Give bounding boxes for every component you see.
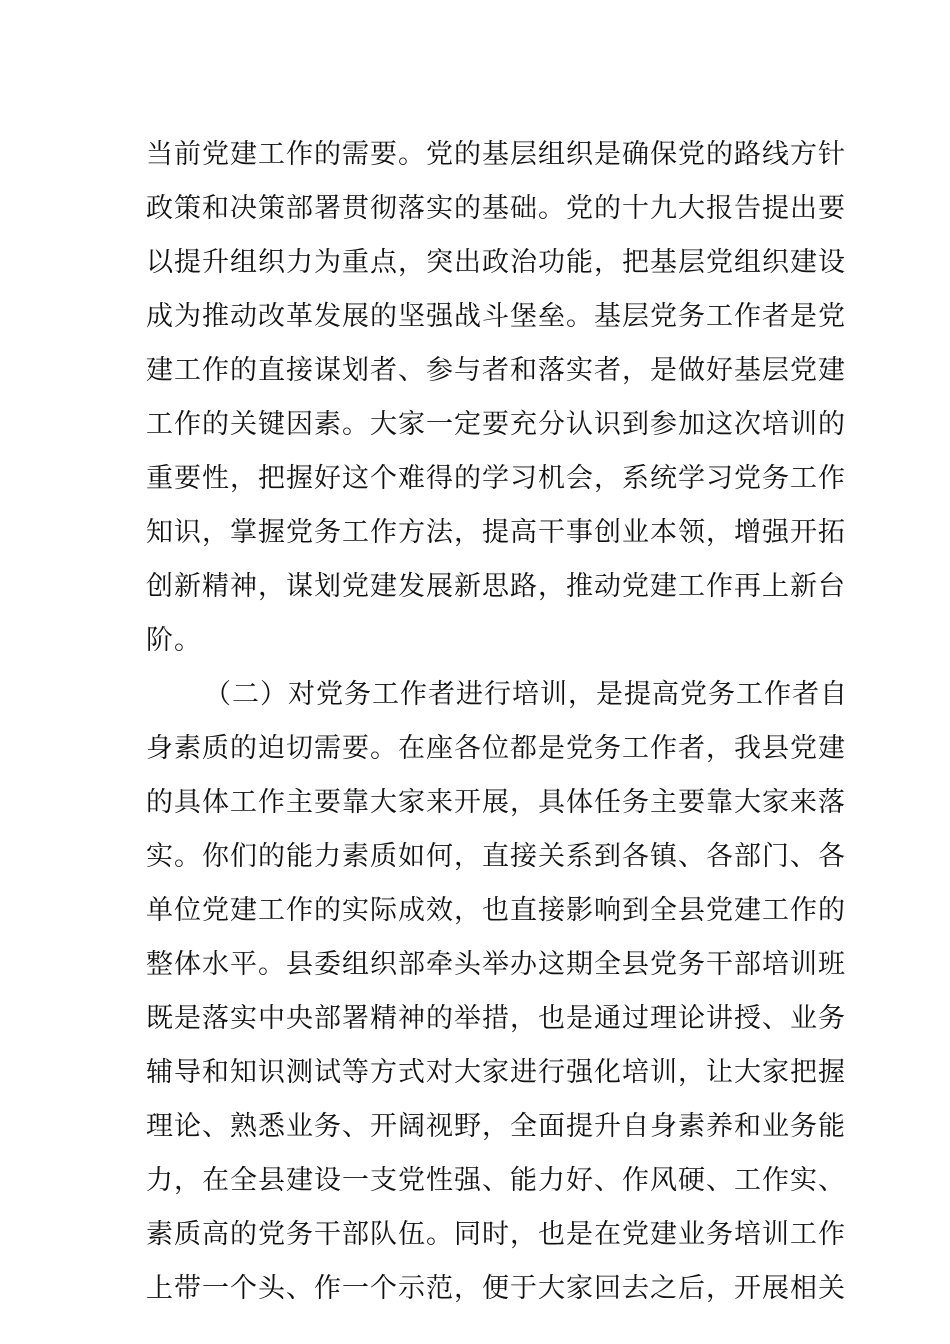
text-line: 单位党建工作的实际成效，也直接影响到全县党建工作的 <box>146 895 846 926</box>
text-line: 既是落实中央部署精神的举措，也是通过理论讲授、业务 <box>146 1003 846 1034</box>
text-line: 工作的关键因素。大家一定要充分认识到参加这次培训的 <box>146 409 846 440</box>
text-line: 力，在全县建设一支党性强、能力好、作风硬、工作实、 <box>146 1165 846 1196</box>
section-heading-line: （二）对党务工作者进行培训，是提高党务工作者自 <box>204 679 848 710</box>
text-line: 建工作的直接谋划者、参与者和落实者，是做好基层党建 <box>146 355 846 386</box>
text-line: 当前党建工作的需要。党的基层组织是确保党的路线方针 <box>146 139 846 170</box>
text-line: 辅导和知识测试等方式对大家进行强化培训，让大家把握 <box>146 1057 846 1088</box>
text-line: 实。你们的能力素质如何，直接关系到各镇、各部门、各 <box>146 841 846 872</box>
text-line: 的具体工作主要靠大家来开展，具体任务主要靠大家来落 <box>146 787 846 818</box>
paragraph-end-line: 阶。 <box>146 625 202 656</box>
body-text <box>146 128 848 1316</box>
text-line: 创新精神，谋划党建发展新思路，推动党建工作再上新台 <box>146 571 846 602</box>
text-line: 上带一个头、作一个示范，便于大家回去之后，开展相关 <box>146 1273 846 1304</box>
text-line: 成为推动改革发展的坚强战斗堡垒。基层党务工作者是党 <box>146 301 846 332</box>
text-line: 以提升组织力为重点，突出政治功能，把基层党组织建设 <box>146 247 846 278</box>
text-line: 素质高的党务干部队伍。同时，也是在党建业务培训工作 <box>146 1219 846 1250</box>
text-line: 整体水平。县委组织部牵头举办这期全县党务干部培训班 <box>146 949 846 980</box>
text-line: 政策和决策部署贯彻落实的基础。党的十九大报告提出要 <box>146 193 846 224</box>
text-line: 重要性，把握好这个难得的学习机会，系统学习党务工作 <box>146 463 846 494</box>
text-line: 身素质的迫切需要。在座各位都是党务工作者，我县党建 <box>146 733 846 764</box>
text-line: 知识，掌握党务工作方法，提高干事创业本领，增强开拓 <box>146 517 846 548</box>
text-line: 理论、熟悉业务、开阔视野，全面提升自身素养和业务能 <box>146 1111 846 1142</box>
